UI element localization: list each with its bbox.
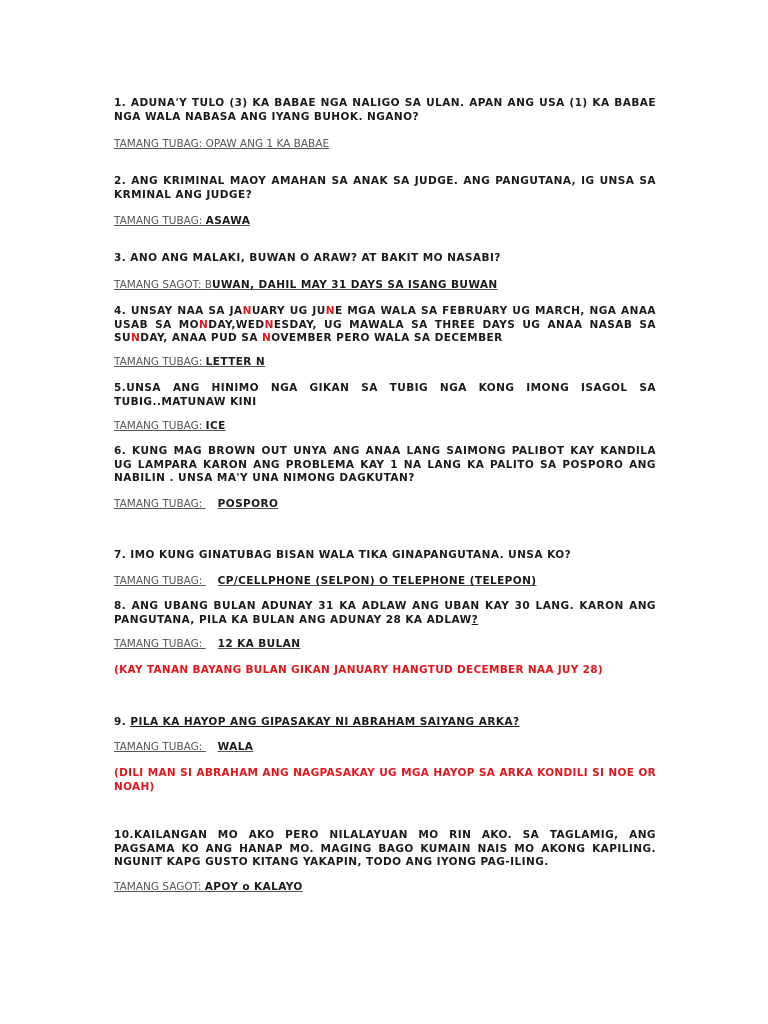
answer-label: TAMANG SAGOT: <box>114 881 205 893</box>
note-9: (DILI MAN SI ABRAHAM ANG NAGPASAKAY UG MGA HAYOP SA ARKA KONDILI SI NOE OR NOAH) <box>114 767 656 793</box>
question-7: 7. IMO KUNG GINATUBAG BISAN WALA TIKA GINAPANGUTANA. UNSA KO? <box>114 549 572 561</box>
answer-label: TAMANG TUBAG: <box>114 741 206 753</box>
question-8: 8. ANG UBANG BULAN ADUNAY 31 KA ADLAW ANG UBAN KAY 30 LANG. KARON ANG PANGUTANA, PILA KA BULAN ANG ADUNAY 28 KA ADLAW? <box>114 600 656 626</box>
question-9: 9. PILA KA HAYOP ANG GIPASAKAY NI ABRAHAM SAIYANG ARKA? <box>114 716 520 728</box>
answer-4 <box>114 356 265 369</box>
answer-7 <box>114 575 537 588</box>
question-5: 5.UNSA ANG HINIMO NGA GIKAN SA TUBIG NGA KONG IMONG ISAGOL SA TUBIG..MATUNAW KINI <box>114 382 656 408</box>
question-3: 3. ANO ANG MALAKI, BUWAN O ARAW? AT BAKIT MO NASABI? <box>114 252 501 264</box>
answer-1: TAMANG TUBAG: OPAW ANG 1 KA BABAE <box>114 138 330 150</box>
answer-label: TAMANG TUBAG: <box>114 575 206 587</box>
note-8: (KAY TANAN BAYANG BULAN GIKAN JANUARY HANGTUD DECEMBER NAA JUY 28) <box>114 664 603 676</box>
answer-8 <box>114 638 300 651</box>
answer-value: POSPORO <box>217 498 279 510</box>
answer-highlight: N <box>255 356 266 368</box>
answer-label: TAMANG TUBAG: <box>114 638 206 650</box>
answer-6 <box>114 498 278 511</box>
answer-label: TAMANG TUBAG: <box>114 215 206 227</box>
answer-value: UWAN, DAHIL MAY 31 DAYS SA ISANG BUWAN <box>211 279 498 291</box>
question-4: 4. UNSAY NAA SA JANUARY UG JUNE MGA WALA SA FEBRUARY UG MARCH, NGA ANAA USAB SA MONDAY,WEDNESDAY, UG MAWALA SA THREE DAYS UG ANAA NASAB SA SUNDAY, ANAA PUD SA NOVEMBER PERO WALA SA DECEMBER <box>114 305 657 344</box>
question-1: 1. ADUNA'Y TULO (3) KA BABAE NGA NALIGO SA ULAN. APAN ANG USA (1) KA BABAE NGA WALA NABASA ANG IYANG BUHOK. NGANO? <box>114 97 656 123</box>
answer-label: TAMANG TUBAG: <box>114 356 206 368</box>
answer-label: TAMANG TUBAG: <box>114 498 206 510</box>
answer-value: ASAWA <box>205 215 251 227</box>
question-10: 10.KAILANGAN MO AKO PERO NILALAYUAN MO RIN AKO. SA TAGLAMIG, ANG PAGSAMA KO ANG HANAP MO. MAGING BAGO KUMAIN NAIS MO AKONG KAPILING. NGUNIT KAPG GUSTO KITANG YAKAPIN, TODO ANG IYONG PAG-ILING. <box>114 829 656 868</box>
answer-value: ICE <box>205 420 226 432</box>
answer-value: WALA <box>217 741 254 753</box>
answer-value: LETTER <box>205 356 256 368</box>
answer-9 <box>114 741 253 754</box>
answer-label: TAMANG SAGOT: B <box>114 279 212 291</box>
question-2: 2. ANG KRIMINAL MAOY AMAHAN SA ANAK SA JUDGE. ANG PANGUTANA, IG UNSA SA KRMINAL ANG JUDGE? <box>114 175 656 201</box>
answer-value: APOY o KALAYO <box>204 881 303 893</box>
answer-2 <box>114 215 250 228</box>
question-6: 6. KUNG MAG BROWN OUT UNYA ANG ANAA LANG SAIMONG PALIBOT KAY KANDILA UG LAMPARA KARON ANG PROBLEMA KAY 1 NA LANG KA PALITO SA POSPORO ANG NABILIN . UNSA MA'Y UNA NIMONG DAGKUTAN? <box>114 445 656 484</box>
answer-10 <box>114 881 303 894</box>
answer-3 <box>114 279 498 292</box>
answer-label: TAMANG TUBAG: <box>114 420 206 432</box>
answer-5 <box>114 420 226 433</box>
answer-value: 12 KA BULAN <box>217 638 301 650</box>
answer-value: CP/CELLPHONE (SELPON) O TELEPHONE (TELEPON) <box>217 575 537 587</box>
